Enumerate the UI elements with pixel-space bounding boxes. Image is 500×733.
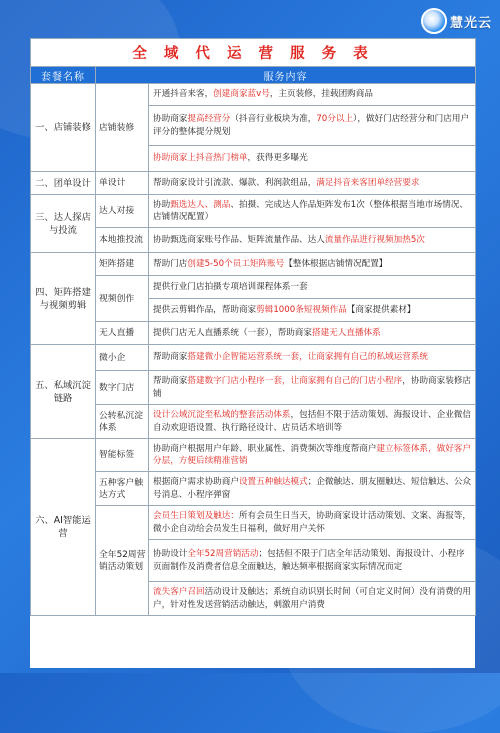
section-name: 四、矩阵搭建与视频剪辑 bbox=[31, 253, 96, 345]
section-name: 一、店铺装修 bbox=[31, 84, 96, 172]
logo-icon bbox=[421, 8, 447, 34]
sub-item-name: 数字门店 bbox=[96, 371, 149, 405]
service-description: 协助商家提高经营分（抖音行业板块为准，70分以上），做好门店经营分和门店用户评分的整体提分规划 bbox=[149, 106, 476, 146]
service-description: 帮助商家搭建微小企智能运营系统一套，让商家拥有自己的私域运营系统 bbox=[149, 345, 476, 371]
service-description: 帮助商家搭建数字门店小程序一套，让商家拥有自己的门店小程序，协助商家装修店铺 bbox=[149, 371, 476, 405]
sub-item-name: 智能标签 bbox=[96, 439, 149, 472]
service-description: 协助设计全年52周营销活动；包括但不限于门店全年活动策划、海报设计、小程序页面制作及消费者信息全面触达，触达频率根据商家实际情况而定 bbox=[149, 540, 476, 582]
service-description: 协助甄选达人、测品、拍摄、完成达人作品矩阵发布1次（整体根据当地市场情况、店铺情况配置） bbox=[149, 195, 476, 228]
service-sheet bbox=[30, 38, 475, 668]
sub-item-name: 单设计 bbox=[96, 172, 149, 195]
service-description: 协助甄选商家账号作品、矩阵流量作品、达人流量作品进行视频加热5次 bbox=[149, 228, 476, 253]
service-table bbox=[30, 38, 476, 616]
sub-item-name: 公转私沉淀体系 bbox=[96, 405, 149, 439]
service-description: 帮助门店创建5-50个员工矩阵账号【整体根据店铺情况配置】 bbox=[149, 253, 476, 276]
service-description: 提供门店无人直播系统（一套），帮助商家搭建无人直播体系 bbox=[149, 322, 476, 345]
sub-item-name: 微小企 bbox=[96, 345, 149, 371]
sub-item-name: 视频创作 bbox=[96, 276, 149, 322]
sub-item-name: 矩阵搭建 bbox=[96, 253, 149, 276]
service-description: 根据商户需求协助商户设置五种触达模式；企微触达、朋友圈触达、短信触达、公众号消息、小程序弹窗 bbox=[149, 472, 476, 506]
sub-item-name: 店铺装修 bbox=[96, 84, 149, 172]
section-name: 五、私域沉淀链路 bbox=[31, 345, 96, 439]
service-description: 会员生日策划及触达：所有会员生日当天，协助商家设计活动策划、文案、海报等，微小企自动给会员发生日福利，做好用户关怀 bbox=[149, 506, 476, 540]
service-description: 提供行业门店拍摄专项培训课程体系一套 bbox=[149, 276, 476, 299]
logo-text: 慧光云 bbox=[449, 15, 492, 31]
section-name: 二、团单设计 bbox=[31, 172, 96, 195]
column-header-service: 服务内容 bbox=[96, 67, 476, 84]
brand-logo bbox=[421, 8, 492, 34]
page-title: 全 域 代 运 营 服 务 表 bbox=[31, 39, 476, 67]
sub-item-name: 本地推投流 bbox=[96, 228, 149, 253]
service-description: 提供云剪辑作品，帮助商家剪辑1000条短视频作品【商家提供素材】 bbox=[149, 299, 476, 322]
service-description: 协助商家上抖音热门榜单，获得更多曝光 bbox=[149, 146, 476, 172]
section-name: 三、达人探店与投流 bbox=[31, 195, 96, 253]
service-description: 协助商户根据用户年龄、职业属性、消费频次等维度帮商户建立标签体系，做好客户分层，方便后续精准营销 bbox=[149, 439, 476, 472]
sub-item-name: 五种客户触达方式 bbox=[96, 472, 149, 506]
sub-item-name: 达人对接 bbox=[96, 195, 149, 228]
service-description: 帮助商家设计引流款、爆款、利润款组品，满足抖音来客团单经营要求 bbox=[149, 172, 476, 195]
section-name: 六、AI智能运营 bbox=[31, 439, 96, 616]
service-description: 开通抖音来客，创建商家蓝v号，主页装修，挂载团购商品 bbox=[149, 84, 476, 106]
sub-item-name: 无人直播 bbox=[96, 322, 149, 345]
column-header-package: 套餐名称 bbox=[31, 67, 96, 84]
service-description: 流失客户召回活动设计及触达；系统自动识别长时间（可自定义时间）没有消费的用户，针对性发送营销活动触达，刺激用户消费 bbox=[149, 582, 476, 616]
sub-item-name: 全年52周营销活动策划 bbox=[96, 506, 149, 616]
service-description: 设计公域沉淀至私域的整套活动体系，包括但不限于活动策划、海报设计、企业微信自动欢迎语设置、执行路径设计、店员话术培训等 bbox=[149, 405, 476, 439]
